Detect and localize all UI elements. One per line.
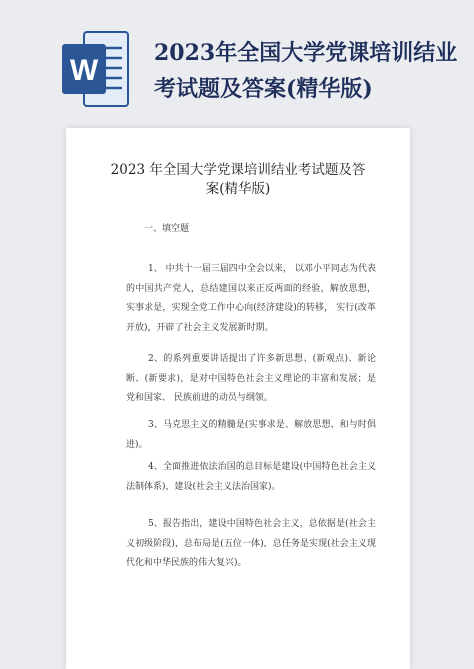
question-paragraph: 5、报告指出，建设中国特色社会主义，总依据是(社会主义初级阶段)，总布局是(五位一体)，总任务是实现(社会主义现代化和中华民族的伟大复兴)。: [126, 519, 376, 568]
word-icon-letter: W: [69, 54, 99, 87]
question-paragraph: 2、的系列重要讲话提出了许多新思想、(新观点)、新论断、(新要求)，是对中国特色社会主义理论的丰富和发展；是党和国家、 民族前进的动员与纲领。: [126, 354, 376, 403]
page-title: 2023年全国大学党课培训结业考试题及答案(精华版): [154, 40, 458, 102]
header-banner: [0, 0, 474, 128]
question-paragraph: 1、 中共十一届三届四中全会以来， 以邓小平同志为代表的中国共产党人，总结建国以来正反两面的经验，解放思想，实事求是，实现全党工作中心向(经济建设)的转移， 实行(改革开放)，开辟了社会主义发展新时期。: [126, 264, 376, 333]
question-paragraph: 3、马克思主义的精髓是(实事求是、解放思想、和与时俱进)。: [126, 420, 376, 450]
document-page: [66, 128, 410, 669]
question-paragraph: 4、全面推进依法治国的总目标是建设(中国特色社会主义法制体系)，建设(社会主义法治国家)。: [126, 462, 376, 492]
document-title: 2023 年全国大学党课培训结业考试题及答案(精华版): [110, 162, 366, 197]
word-document-icon: [62, 30, 130, 108]
section-heading: 一、填空题: [144, 224, 190, 234]
